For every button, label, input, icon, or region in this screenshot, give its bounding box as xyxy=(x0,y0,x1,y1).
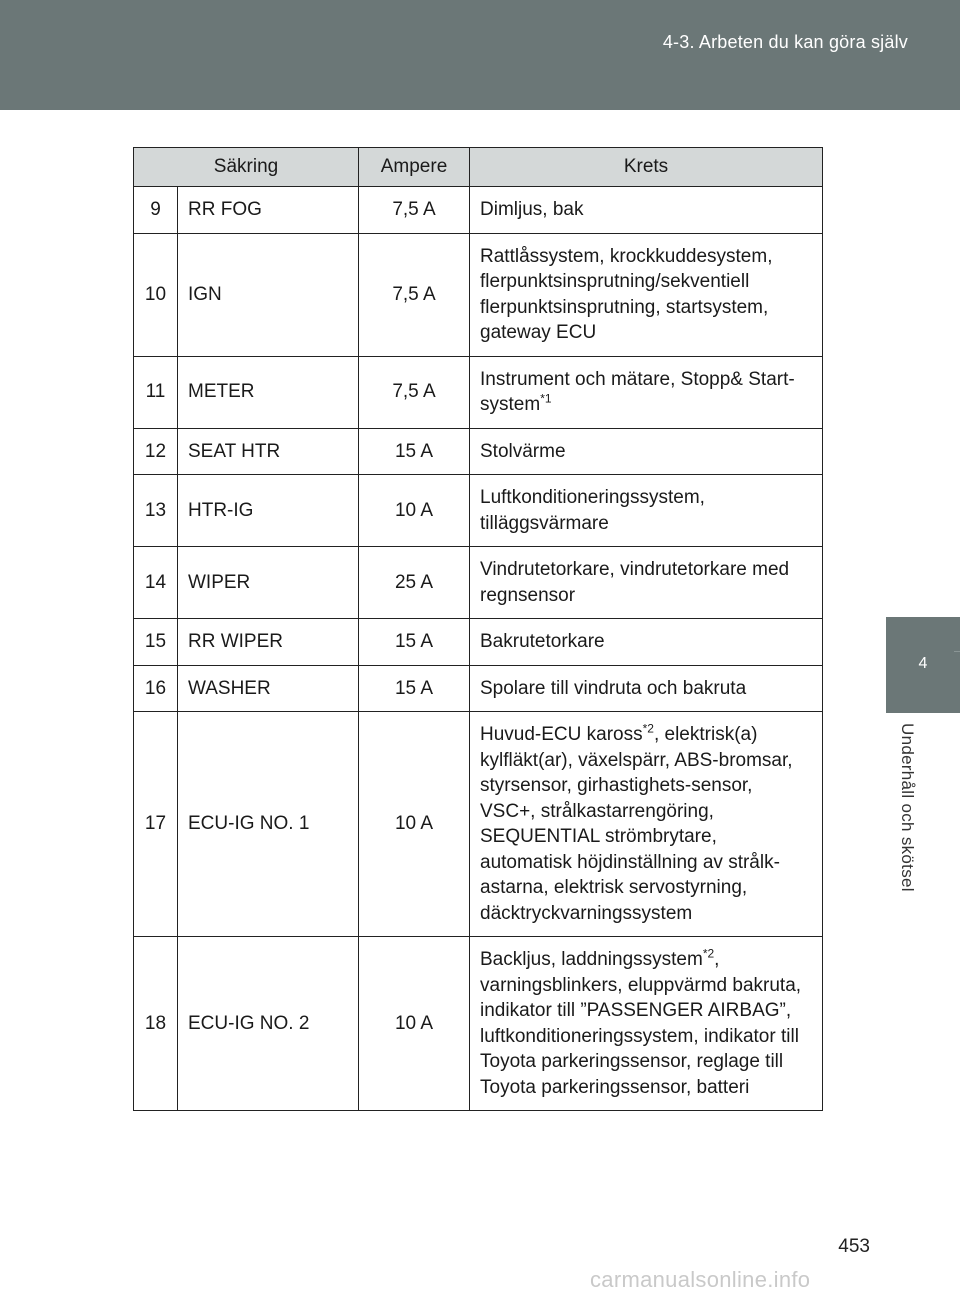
tab-marker xyxy=(954,651,960,652)
fuse-circuit: Rattlåssystem, krockkuddesystem, flerpunktsinsprutning/sekventiell flerpunktsinsprutning, startsystem, gateway ECU xyxy=(470,233,823,356)
chapter-label: Underhåll och skötsel xyxy=(898,723,917,892)
watermark-text: carmanualsonline.info xyxy=(590,1267,811,1292)
fuse-circuit: Dimljus, bak xyxy=(470,187,823,234)
fuse-circuit: Spolare till vindruta och bakruta xyxy=(470,665,823,712)
footnote-marker: *2 xyxy=(702,946,715,961)
fuse-ampere: 7,5 A xyxy=(359,187,470,234)
table-row xyxy=(134,187,823,234)
fuse-name: RR WIPER xyxy=(178,619,359,666)
fuse-name: RR FOG xyxy=(178,187,359,234)
fuse-number: 16 xyxy=(134,665,178,712)
table-row xyxy=(134,428,823,475)
page-number: 453 xyxy=(838,1236,870,1257)
chapter-number: 4 xyxy=(918,655,928,672)
fuse-circuit: Luftkonditioneringssystem, tilläggsvärmare xyxy=(470,475,823,547)
fuse-number: 17 xyxy=(134,712,178,937)
fuse-ampere: 7,5 A xyxy=(359,233,470,356)
table-row xyxy=(134,475,823,547)
fuse-circuit: Bakrutetorkare xyxy=(470,619,823,666)
circuit-text: Huvud-ECU kaross xyxy=(480,724,643,745)
fuse-number: 10 xyxy=(134,233,178,356)
fuse-circuit xyxy=(470,356,823,428)
circuit-text: , elektrisk(a) kylfläkt(ar), växelspärr, ABS-bromsar, styrsensor, girhastighets-sensor, VSC+, strålkastarrengöring, SEQUENTIAL strömbrytare, automatisk höjdinställning av strålk-astarna, elektrisk servostyrning, däcktryckvarningssystem xyxy=(480,724,793,924)
circuit-text: , varningsblinkers, eluppvärmd bakruta, indikator till ”PASSENGER AIRBAG”, luftkonditioneringssystem, indikator till Toyota parkeringssensor, reglage till Toyota parkeringssensor, batteri xyxy=(480,949,802,1098)
header-bar xyxy=(0,0,960,110)
section-title: 4-3. Arbeten du kan göra själv xyxy=(662,32,908,52)
fuse-ampere: 15 A xyxy=(359,665,470,712)
table-header-row xyxy=(134,148,823,187)
table-row xyxy=(134,619,823,666)
fuse-name: IGN xyxy=(178,233,359,356)
chapter-label-wrap xyxy=(897,723,921,923)
fuse-circuit xyxy=(470,937,823,1111)
table-row xyxy=(134,233,823,356)
fuse-number: 11 xyxy=(134,356,178,428)
fuse-ampere: 10 A xyxy=(359,712,470,937)
footnote-marker: *2 xyxy=(642,721,654,736)
header-ampere: Ampere xyxy=(359,148,470,187)
table-row xyxy=(134,665,823,712)
fuse-number: 14 xyxy=(134,547,178,619)
fuse-ampere: 15 A xyxy=(359,619,470,666)
fuse-ampere: 15 A xyxy=(359,428,470,475)
fuse-number: 12 xyxy=(134,428,178,475)
table-row xyxy=(134,712,823,937)
fuse-circuit: Stolvärme xyxy=(470,428,823,475)
table-row xyxy=(134,937,823,1111)
fuse-ampere: 10 A xyxy=(359,937,470,1111)
fuse-ampere: 7,5 A xyxy=(359,356,470,428)
fuse-name: METER xyxy=(178,356,359,428)
fuse-number: 13 xyxy=(134,475,178,547)
table-row xyxy=(134,547,823,619)
fuse-number: 18 xyxy=(134,937,178,1111)
fuse-name: HTR-IG xyxy=(178,475,359,547)
fuse-name: ECU-IG NO. 1 xyxy=(178,712,359,937)
circuit-text: Instrument och mätare, Stopp& Start-system xyxy=(480,368,795,415)
fuse-name: WIPER xyxy=(178,547,359,619)
table-row xyxy=(134,356,823,428)
fuse-number: 9 xyxy=(134,187,178,234)
footnote-marker: *1 xyxy=(540,391,552,406)
fuse-circuit: Vindrutetorkare, vindrutetorkare med regnsensor xyxy=(470,547,823,619)
circuit-text: Backljus, laddningssystem xyxy=(480,949,703,970)
fuse-name: ECU-IG NO. 2 xyxy=(178,937,359,1111)
fuse-ampere: 10 A xyxy=(359,475,470,547)
header-fuse: Säkring xyxy=(134,148,359,187)
fuse-number: 15 xyxy=(134,619,178,666)
fuse-circuit xyxy=(470,712,823,937)
fuse-ampere: 25 A xyxy=(359,547,470,619)
fuse-table xyxy=(133,147,823,1111)
chapter-tab xyxy=(886,617,960,713)
header-circuit: Krets xyxy=(470,148,823,187)
fuse-name: SEAT HTR xyxy=(178,428,359,475)
fuse-name: WASHER xyxy=(178,665,359,712)
